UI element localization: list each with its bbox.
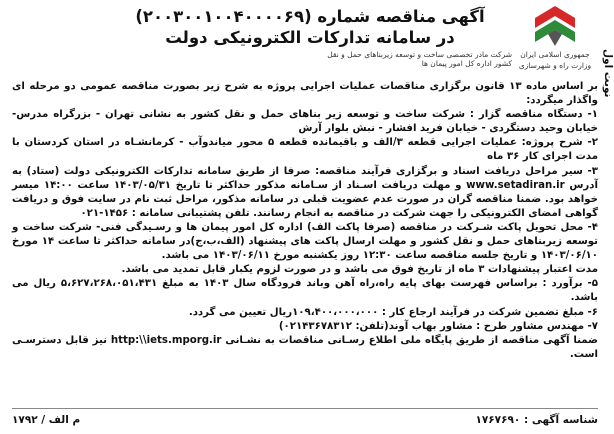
notice-access-note: ضمنا آگهی مناقصه از طریق پایگاه ملی اطلاع رسـانی مناقصات به نشـانی http:\\iets.mporg.ir نیز قابل دسترسـی است. bbox=[12, 334, 598, 360]
notice-intro: بر اساس ماده ۱۳ قانون برگزاری مناقصات عملیات اجرایی پروژه به شرح زیر بصورت مناقصه عمومی دو مرحله ای واگذار میگردد: bbox=[12, 81, 598, 107]
notice-item-2: ۲- شرح پروژه: عملیات اجرایی قطعه ۳/الف و باقیمانده قطعه ۵ محور میاندوآب - کرمانشـاه در استان کردستان با مدت اجرای کار ۳۶ ماه bbox=[12, 137, 598, 163]
notice-item-1: ۱- دستگاه مناقصه گزار : شرکت ساخت و توسعه زیر بناهای حمل و نقل کشور به نشانی تهران - بزرگراه مدرس- خیابان وحید دستگردی - خیابان فرید افشار - نبش بلوار آرش bbox=[12, 109, 598, 135]
notice-item-4: ۴- محل تحویل پاکت شـرکت در مناقصه (صرفا پاکت الف) اداره کل امور پیمان ها و رسـیدگی فنی- شرکت ساخت و توسعه زیربناهای حمل و نقل کشور و مهلت ارسال پاکت های پیشنهاد (الف،ب،ج)در سامانه حداکثر تا ساعت ۱۴ مورخ ۱۴۰۳/۰۶/۱۰ و تاریخ جلسه مناقصه ساعت ۱۲:۳۰ روز یکشنبه مورخ ۱۴۰۳/۰۶/۱۱ می باشد. bbox=[12, 221, 598, 262]
notice-item-3: ۳- سیر مراحل دریافت اسناد و برگزاری فرآیند مناقصه: صرفا از طریق سامانه تدارکات الکترونیکی دولت (ستاد) به آدرس www.setadiran.ir و مهلت دریافت اسـناد از سـامانه مذکور حداکثر تا تاریخ ۱۴۰۳/۰۵/۳۱ ساعت ۱۴:۰۰ میسر خواهد بود. ضمنا مناقصه گران در صورت عدم عضویت قبلی در سامانه مذکور، مراحل ثبت نام در سایت فوق و دریافت گواهی امضای الکترونیکی را جهت شرکت در مناقصه به انجام رسانند. تلفن پشتیبانی سامانه : ۱۴۵۶-۰۲۱ bbox=[12, 165, 598, 219]
footer-divider bbox=[12, 408, 598, 409]
logo-org-name: جمهوری اسلامی ایران bbox=[520, 50, 590, 59]
publication-turn-label: نوبت اول bbox=[602, 48, 614, 98]
ministry-logo bbox=[512, 4, 598, 74]
publication-code: م الف / ۱۷۹۲ bbox=[12, 414, 81, 426]
notice-title: آگهی مناقصه شماره (۲۰۰۳۰۰۱۰۰۴۰۰۰۰۶۹) bbox=[135, 7, 485, 26]
ad-id: شناسه آگهی : ۱۷۶۷۶۹۰ bbox=[475, 414, 598, 426]
logo-ministry: وزارت راه و شهرسازی bbox=[518, 61, 592, 70]
ministry-emblem-icon bbox=[532, 4, 578, 48]
company-note: شرکت مادر تخصصی ساخت و توسعه زیربناهای حمل و نقل کشور اداره کل امور پیمان ها bbox=[327, 50, 512, 68]
notice-validity: مدت اعتبار پیشنهادات ۳ ماه از تاریخ فوق می باشد و در صورت لزوم یکبار قابل تمدید می باشد. bbox=[121, 264, 598, 276]
notice-footer bbox=[12, 410, 598, 430]
notice-body bbox=[12, 80, 598, 362]
notice-item-6: ۶- مبلغ تضمین شرکت در فرآیند ارجاع کار : ۱۰۹،۴۰۰،۰۰۰،۰۰۰ریال تعیین می گردد. bbox=[188, 306, 598, 318]
notice-subtitle: در سامانه تدارکات الکترونیکی دولت bbox=[165, 28, 455, 47]
notice-item-5: ۵- برآورد : براساس فهرست بهای پایه راه،راه آهن وباند فرودگاه سال ۱۴۰۳ به مبلغ ۵،۶۲۷،۲۶۸،۰۵۱،۴۳۱ ریال می باشد. bbox=[12, 278, 598, 304]
notice-header bbox=[120, 6, 500, 48]
notice-item-7: ۷- مهندس مشاور طرح : مشاور بهاب آوند(تلفن: ۰۲۱۴۳۶۷۸۳۱۲) bbox=[278, 320, 598, 332]
